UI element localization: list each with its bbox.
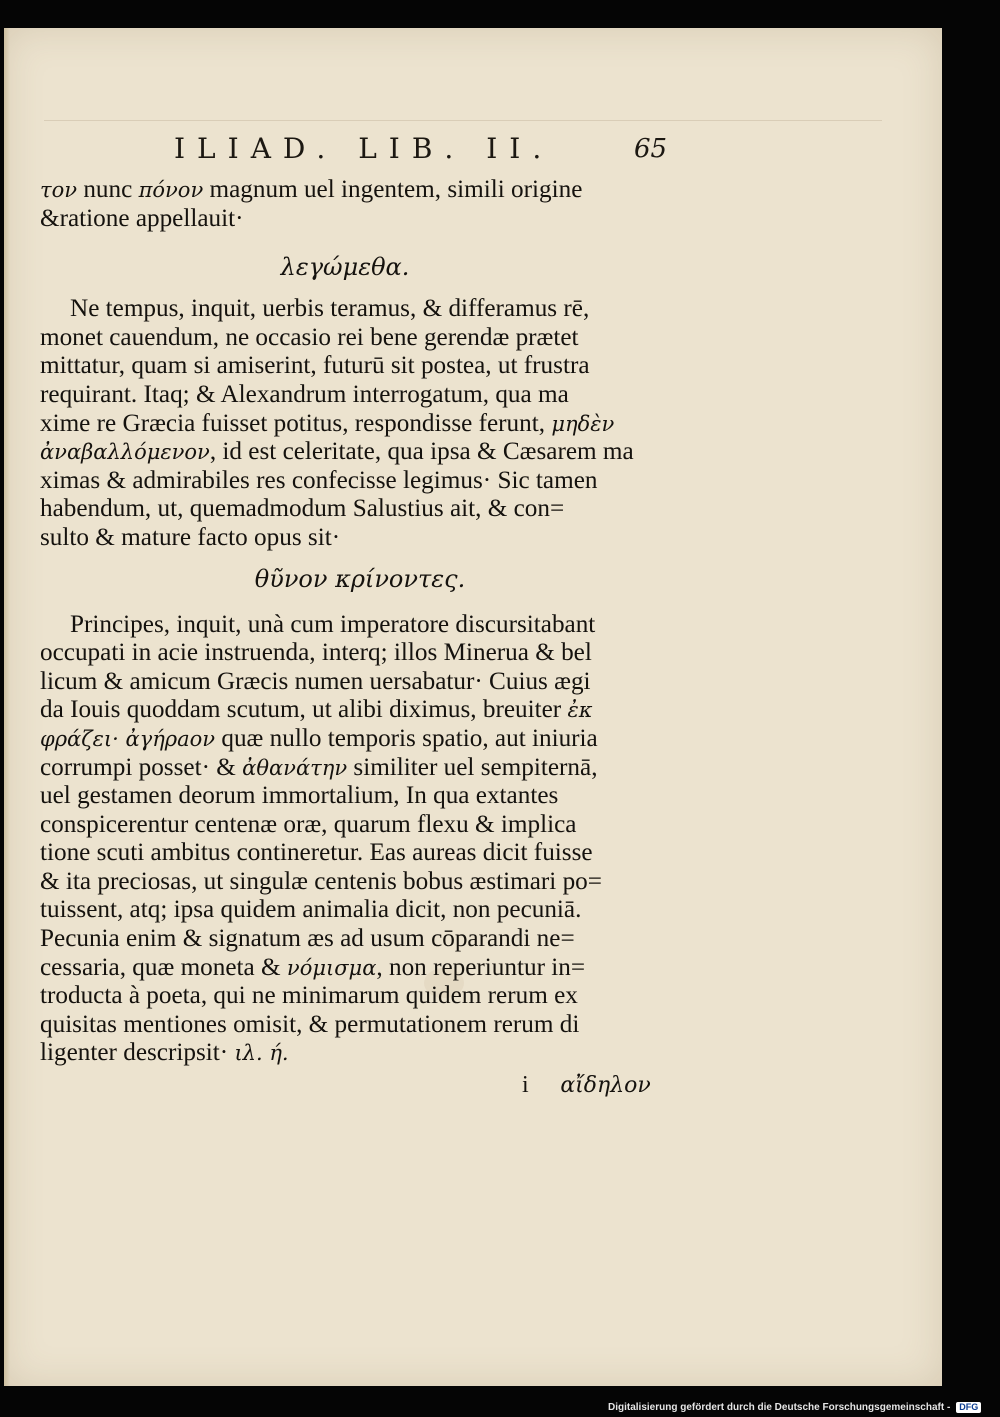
section-heading: λεγώμεθα. — [280, 253, 410, 282]
greek-word: ἀθανάτην — [242, 755, 348, 780]
text-line — [40, 982, 670, 1011]
text-line — [40, 782, 670, 811]
dfg-logo: DFG — [956, 1402, 981, 1413]
latin-text: similiter uel sempiternā, — [347, 753, 598, 781]
text-line — [40, 524, 670, 553]
latin-text: monet cauendum, ne occasio rei bene gerendæ prætet — [40, 323, 579, 351]
latin-text: xime re Græcia fuisset potitus, respondisse ferunt, — [40, 409, 552, 437]
latin-text: da Iouis quoddam scutum, ut alibi diximus, breuiter — [40, 696, 568, 724]
greek-word: ἐκ — [567, 698, 593, 723]
credit-text: Digitalisierung gefördert durch die Deutsche Forschungsgemeinschaft - — [608, 1402, 951, 1413]
page-header — [4, 132, 942, 172]
latin-text: quisitas mentiones omisit, & permutationem rerum di — [40, 1010, 580, 1038]
latin-text: occupati in acie instruenda, interq; illos Minerua & bel — [40, 639, 592, 667]
latin-text: habendum, ut, quemadmodum Salustius ait, & con= — [40, 495, 565, 523]
latin-text: quæ nullo temporis spatio, aut iniuria — [215, 724, 598, 752]
greek-word: ιλ. ή. — [234, 1041, 289, 1066]
latin-text: Principes, inquit, unà cum imperatore discursitabant — [70, 610, 596, 638]
page-edge — [4, 28, 10, 1386]
latin-text: requirant. Itaq; & Alexandrum interrogatum, qua ma — [40, 380, 569, 408]
text-line — [40, 381, 670, 410]
text-line — [40, 352, 670, 381]
text-line — [40, 811, 670, 840]
page-number: 65 — [634, 134, 668, 164]
greek-word: ἀναβαλλόμενον — [40, 440, 210, 465]
text-line — [40, 639, 670, 668]
text-line — [40, 725, 670, 754]
latin-text: sulto & mature facto opus sit· — [40, 523, 341, 551]
latin-text: mittatur, quam si amiserint, futurū sit postea, ut frustra — [40, 352, 590, 380]
catchword: αἴδηλον — [560, 1073, 651, 1098]
text-line — [40, 925, 670, 954]
greek-word: φράζει· ἀγήρaον — [40, 726, 216, 751]
latin-text: Ne tempus, inquit, uerbis teramus, & differamus rē, — [70, 295, 590, 323]
latin-text: nunc — [77, 176, 139, 203]
text-line — [40, 176, 670, 205]
text-line — [40, 205, 670, 234]
text-line — [40, 668, 670, 697]
text-line — [40, 611, 670, 640]
latin-text: cessaria, quæ moneta & — [40, 953, 287, 981]
text-line — [40, 495, 670, 524]
text-line — [40, 438, 670, 467]
latin-text: & ita preciosas, ut singulæ centenis bobus æstimari po= — [40, 867, 602, 895]
latin-text: , non reperiuntur in= — [376, 953, 586, 981]
text-line — [40, 954, 670, 983]
body-text — [40, 176, 670, 1068]
greek-word: νόμισμα — [286, 955, 377, 980]
latin-text: uel gestamen deorum immortalium, In qua extantes — [40, 782, 559, 810]
text-line — [40, 467, 670, 496]
latin-text: troducta à poeta, qui ne minimarum quidem rerum ex — [40, 982, 578, 1010]
text-line — [40, 295, 670, 324]
latin-text: tuissent, atq; ipsa quidem animalia dicit, non pecuniā. — [40, 896, 582, 924]
greek-word: μηδὲν — [551, 411, 615, 436]
latin-text: , id est celeritate, qua ipsa & Cæsarem ma — [209, 438, 634, 466]
latin-text: magnum uel ingentem, simili origine — [203, 176, 583, 203]
latin-text: &ratione appellauit· — [40, 204, 244, 232]
latin-text: ximas & admirabiles res confecisse legimus· Sic tamen — [40, 466, 598, 494]
signature-mark: i — [522, 1072, 529, 1098]
text-line — [40, 868, 670, 897]
latin-text: licum & amicum Græcis numen uersabatur· Cuius ægi — [40, 667, 591, 695]
section-heading: θῦνον κρίνοντες. — [254, 564, 466, 593]
text-line — [40, 754, 670, 783]
book-page — [4, 28, 942, 1386]
latin-text: ligenter descripsit· — [40, 1039, 235, 1067]
text-line — [40, 696, 670, 725]
latin-text: tione scuti ambitus contineretur. Eas aureas dicit fuisse — [40, 839, 593, 867]
greek-word: πόνον — [138, 178, 204, 202]
text-line — [40, 1011, 670, 1040]
latin-text: Pecunia enim & signatum æs ad usum cōparandi ne= — [40, 925, 575, 953]
text-line — [40, 324, 670, 353]
text-line — [40, 839, 670, 868]
page-rule — [44, 120, 882, 121]
digitization-credit — [608, 1398, 981, 1417]
running-title: ILIAD. LIB. II. — [174, 132, 554, 165]
latin-text: conspicerentur centenæ oræ, quarum flexu & implica — [40, 810, 577, 838]
latin-text: corrumpi posset· & — [40, 753, 243, 781]
text-line — [40, 410, 670, 439]
greek-word: τον — [40, 178, 78, 202]
text-line — [40, 896, 670, 925]
text-line — [40, 1039, 670, 1068]
catchline — [522, 1070, 651, 1099]
